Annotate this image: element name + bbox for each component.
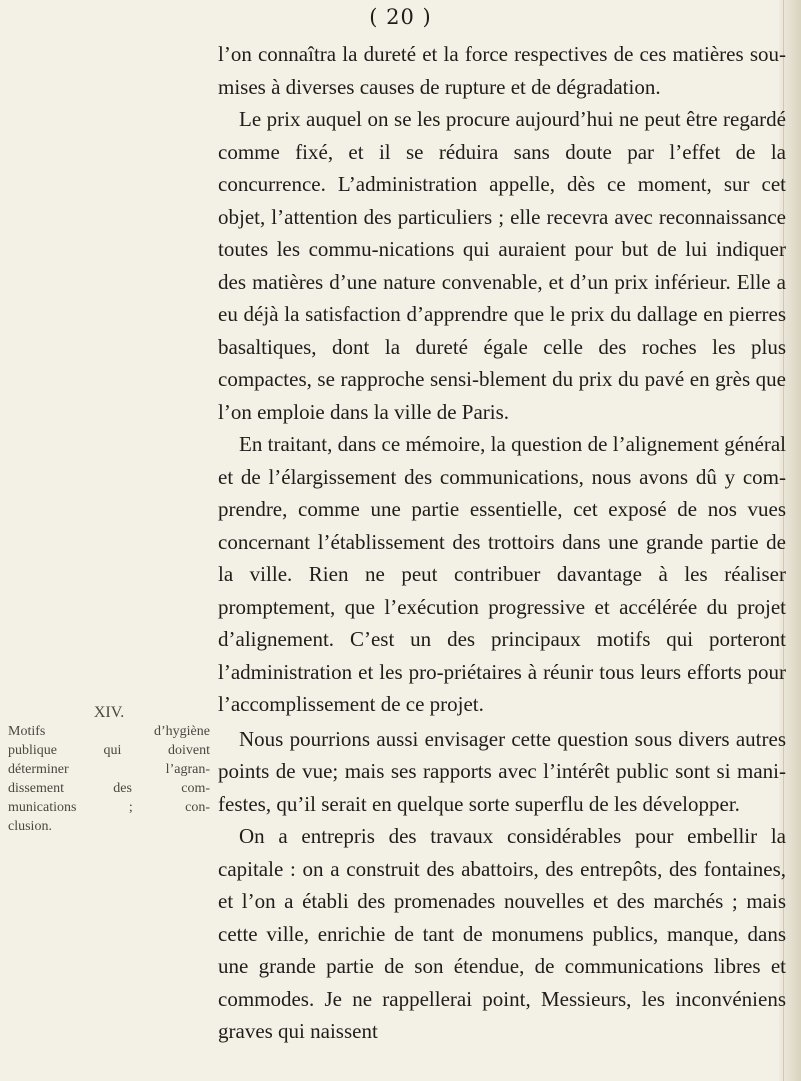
paragraph-2: Le prix auquel on se les procure aujourd’hui ne peut être regardé comme fixé, et il se réduira sans doute par l’effet de la concurrence. L’administration appelle, dès ce moment, sur cet objet, l’attention des particuliers ; elle recevra avec reconnaissance toutes les commu-nications qui auraient pour but de lui indiquer des matières d’une nature convenable, et d’un prix inférieur. Elle a eu déjà la satisfaction d’apprendre que le prix du dallage en pierres basaltiques, dont la dureté égale celle des roches les plus compactes, se rapproche sensi-blement du prix du pavé en grès que l’on emploie dans la ville de Paris. (218, 107, 786, 424)
margin-note-line: dissement des com- (8, 781, 210, 796)
body-text (218, 38, 786, 1048)
margin-note-number: XIV. (93, 704, 125, 721)
margin-note-line: munications ; con- (8, 800, 210, 815)
margin-note (8, 703, 210, 836)
paragraph-4: Nous pourrions aussi envisager cette question sous divers autres points de vue; mais ses rapports avec l’intérêt public sont si mani-festes, qu’il serait en quelque sorte superflu de les développer. (218, 726, 786, 816)
margin-note-line: publique qui doivent (8, 743, 210, 758)
page-number: ( 20 ) (369, 5, 432, 29)
margin-note-line: déterminer l’agran- (8, 762, 210, 777)
paragraph-3: En traitant, dans ce mémoire, la question de l’alignement général et de l’élargissement des communications, nous avons dû y com-prendre, comme une partie essentielle, cet exposé de nos vues concernant l’établissement des trottoirs dans une grande partie de la ville. Rien ne peut contribuer davantage à les réaliser promptement, que l’exécution progressive et accélérée du projet d’alignement. C’est un des principaux motifs qui porteront l’administration et les pro-priétaires à réunir tous leurs efforts pour l’accomplissement de ce projet. (218, 432, 786, 716)
margin-note-line: Motifs d’hygiène (8, 724, 210, 739)
paragraph-5: On a entrepris des travaux considérables pour embellir la capitale : on a construit des abattoirs, des entrepôts, des fontaines, et l’on a établi des promenades nouvelles et des marchés ; mais cette ville, enrichie de tant de monumens publics, manque, dans une grande partie de son étendue, de communications libres et commodes. Je ne rappellerai point, Messieurs, les inconvéniens graves qui naissent (218, 824, 786, 1043)
paragraph-1: l’on connaîtra la dureté et la force respectives de ces matières sou-mises à diverses causes de rupture et de dégradation. (218, 42, 786, 99)
margin-note-line: clusion. (8, 819, 52, 834)
